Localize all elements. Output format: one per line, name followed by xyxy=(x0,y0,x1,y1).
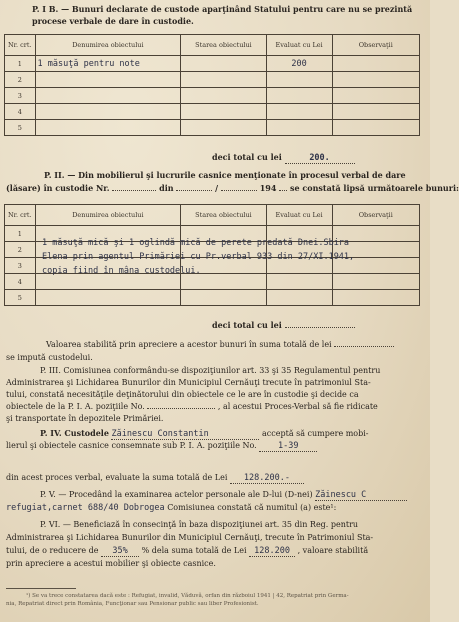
section-v-line-2 xyxy=(6,503,336,513)
total-value-blank xyxy=(285,327,355,328)
th-nr: Nr. crt. xyxy=(5,205,36,226)
cell-nr: 4 xyxy=(5,104,36,120)
cell-obs xyxy=(332,72,419,88)
typed-line-1: 1 măsuţă mică şi 1 oglindă mică de perete predată Dnei.Sbira xyxy=(42,238,350,248)
section-iv-accept: acceptă să cumpere mobi- xyxy=(262,429,369,438)
table-row xyxy=(5,120,420,136)
section-ii-line-2 xyxy=(6,183,459,193)
table-1-total xyxy=(212,152,355,164)
section-vi-line-2: Administrarea şi Lichidarea Bunurilor din Municipiul Cernăuţi, trecute în Patrimoniul Sta- xyxy=(6,533,374,542)
section-iv-label: P. IV. Custodele xyxy=(40,428,109,438)
valoarea-blank xyxy=(334,346,394,347)
date-blank-1 xyxy=(176,190,212,191)
custodian-name: Zăinescu Constantin xyxy=(111,429,259,440)
cell-nr: 1 xyxy=(5,226,36,242)
reduction-tail: , valoare stabilită xyxy=(297,546,369,555)
cell-state xyxy=(181,56,266,72)
th-nr: Nr. crt. xyxy=(5,35,36,56)
custody-nr-blank xyxy=(112,190,156,191)
cell-nr: 4 xyxy=(5,274,36,290)
cell-name xyxy=(35,120,181,136)
cell-state xyxy=(181,88,266,104)
cell-nr: 5 xyxy=(5,120,36,136)
cell-obs xyxy=(332,104,419,120)
cell-obs xyxy=(332,274,419,290)
table-row xyxy=(5,290,420,306)
table-2-total xyxy=(212,320,355,330)
section-iii-line-2: Administrarea şi Lichidarea Bunurilor din Municipiul Cernăuţi trecute în patrimoniul Sta- xyxy=(6,378,371,387)
cell-obs xyxy=(332,290,419,306)
section-ii-custody-label: (lăsare) în custodie Nr. xyxy=(6,183,110,193)
cell-value xyxy=(266,88,332,104)
section-iv-positions-label: lierul şi obiectele casnice consemnate sub P. I. A. poziţiile No. xyxy=(6,441,257,450)
cell-value xyxy=(266,120,332,136)
cell-name xyxy=(35,290,181,306)
th-observatii: Observaţii xyxy=(332,205,419,226)
section-iii-line-1: P. III. Comisiunea conformându-se dispoziţiunilor art. 33 şi 35 Regulamentul pentru xyxy=(40,366,381,375)
section-ib-heading-1 xyxy=(32,3,422,27)
section-iii-line-5: şi transportate în depozitele Primăriei. xyxy=(6,414,164,423)
cell-value xyxy=(266,274,332,290)
year-label: 194 xyxy=(259,183,277,193)
section-iii-line-4 xyxy=(6,402,378,412)
cell-state xyxy=(181,104,266,120)
cell-nr: 5 xyxy=(5,290,36,306)
date-blank-2 xyxy=(221,190,257,191)
th-starea: Starea obiectului xyxy=(181,35,266,56)
section-iv-amount: 128.200.- xyxy=(230,473,304,484)
th-starea: Starea obiectului xyxy=(181,205,266,226)
th-denumirea: Denumirea obiectului xyxy=(35,205,181,226)
valoarea-line-1 xyxy=(46,340,394,350)
cell-state xyxy=(181,72,266,88)
cell-name xyxy=(35,88,181,104)
table-1-header xyxy=(5,35,420,56)
section-v-line-1 xyxy=(40,490,407,501)
valoarea-line-2: se impută custodelui. xyxy=(6,353,93,362)
reduction-sum-label: % dela suma totală de Lei xyxy=(141,546,247,555)
cell-nr: 3 xyxy=(5,88,36,104)
section-iv-positions: 1-39 xyxy=(259,441,317,452)
cell-obs xyxy=(332,120,419,136)
section-iii-line-3: tului, constată necesităţile deţinătorului din obiectele ce le are în custodie şi decide ca xyxy=(6,390,359,399)
footnote-line-2: nia, Repatriat direct prin România, Funcţionar sau Pensionar public sau liber Profesionist. xyxy=(6,601,259,607)
th-observatii: Observaţii xyxy=(332,35,419,56)
section-iv-line-2 xyxy=(6,441,317,452)
section-v-commission: Comisiunea constată că numitul (a) este¹: xyxy=(167,503,337,512)
cell-value xyxy=(266,104,332,120)
cell-obs xyxy=(332,88,419,104)
total-label: deci total cu lei xyxy=(212,152,282,162)
reduction-amount: 128.200 xyxy=(249,546,295,557)
section-vi-line-4: prin apreciere a acestui mobilier şi obiecte casnice. xyxy=(6,559,216,568)
valoarea-text: Valoarea stabilită prin apreciere a acestor bunuri în suma totală de lei xyxy=(46,340,332,349)
table-row xyxy=(5,88,420,104)
section-iv-amount-label: din acest proces verbal, evaluate la suma totală de Lei xyxy=(6,473,228,482)
reduction-percent: 35% xyxy=(101,546,139,557)
cell-name: 1 măsuţă pentru note xyxy=(35,56,181,72)
slash: / xyxy=(215,183,219,193)
cell-value xyxy=(266,290,332,306)
section-v-label: P. V. — Procedând la examinarea actelor personale ale D-lui (D-nei) xyxy=(40,490,313,499)
cell-name xyxy=(35,72,181,88)
cell-value: 200 xyxy=(266,56,332,72)
cell-nr: 2 xyxy=(5,242,36,258)
th-evaluat: Evaluat cu Lei xyxy=(266,205,332,226)
footnote-line-1: ¹) Se va trece constatarea dacă este : Refugiat, invalid, Văduvă, orfan din războiul 1941 | 42, Repatriat prin Germa- xyxy=(26,593,349,599)
th-evaluat: Evaluat cu Lei xyxy=(266,35,332,56)
positions-blank xyxy=(147,408,215,409)
section-ib-heading: P. I B. — Bunuri declarate de custode aparţinând Statului pentru care nu se prezintă procese verbale de dare în custodie. xyxy=(32,4,413,26)
typed-line-2: Elena prin agentul Primăriei cu Pr.verbal 933 din 27/XI.1941, xyxy=(42,252,355,262)
cell-state xyxy=(181,290,266,306)
section-iv-line-3 xyxy=(6,473,304,484)
table-row xyxy=(5,56,420,72)
positions-label: obiectele de la P. I. A. poziţiile No. xyxy=(6,402,145,411)
section-vi-line-1: P. VI. — Beneficiază în consecinţă în baza dispoziţiunei art. 35 din Reg. pentru xyxy=(40,520,359,529)
footnote-rule xyxy=(6,588,76,589)
section-ii-line-1: P. II. — Din mobilierul şi lucrurile casnice menţionate în procesul verbal de dare xyxy=(44,170,406,180)
section-vi-line-3 xyxy=(6,546,368,557)
cell-nr: 3 xyxy=(5,258,36,274)
total-label: deci total cu lei xyxy=(212,320,282,330)
section-v-name: Zăinescu C xyxy=(315,490,407,501)
section-iii-tail: , al acestui Proces-Verbal să fie ridicate xyxy=(217,402,378,411)
cell-name xyxy=(35,104,181,120)
cell-state xyxy=(181,120,266,136)
th-denumirea: Denumirea obiectului xyxy=(35,35,181,56)
din-label: din xyxy=(159,183,174,193)
missing-label: se constată lipsă următoarele bunuri: xyxy=(289,183,459,193)
cell-value xyxy=(266,72,332,88)
total-value: 200. xyxy=(285,153,355,164)
table-row xyxy=(5,104,420,120)
table-2-header xyxy=(5,205,420,226)
cell-nr: 2 xyxy=(5,72,36,88)
year-blank xyxy=(279,190,287,191)
cell-nr: 1 xyxy=(5,56,36,72)
table-1 xyxy=(4,34,420,136)
cell-obs xyxy=(332,56,419,72)
section-v-typed: refugiat,carnet 688/40 Dobrogea xyxy=(6,503,165,513)
typed-line-3: copia fiind în mâna custodelui. xyxy=(42,266,201,276)
section-iv-line-1 xyxy=(40,428,369,440)
reduction-label: tului, de o reducere de xyxy=(6,546,99,555)
table-row xyxy=(5,72,420,88)
